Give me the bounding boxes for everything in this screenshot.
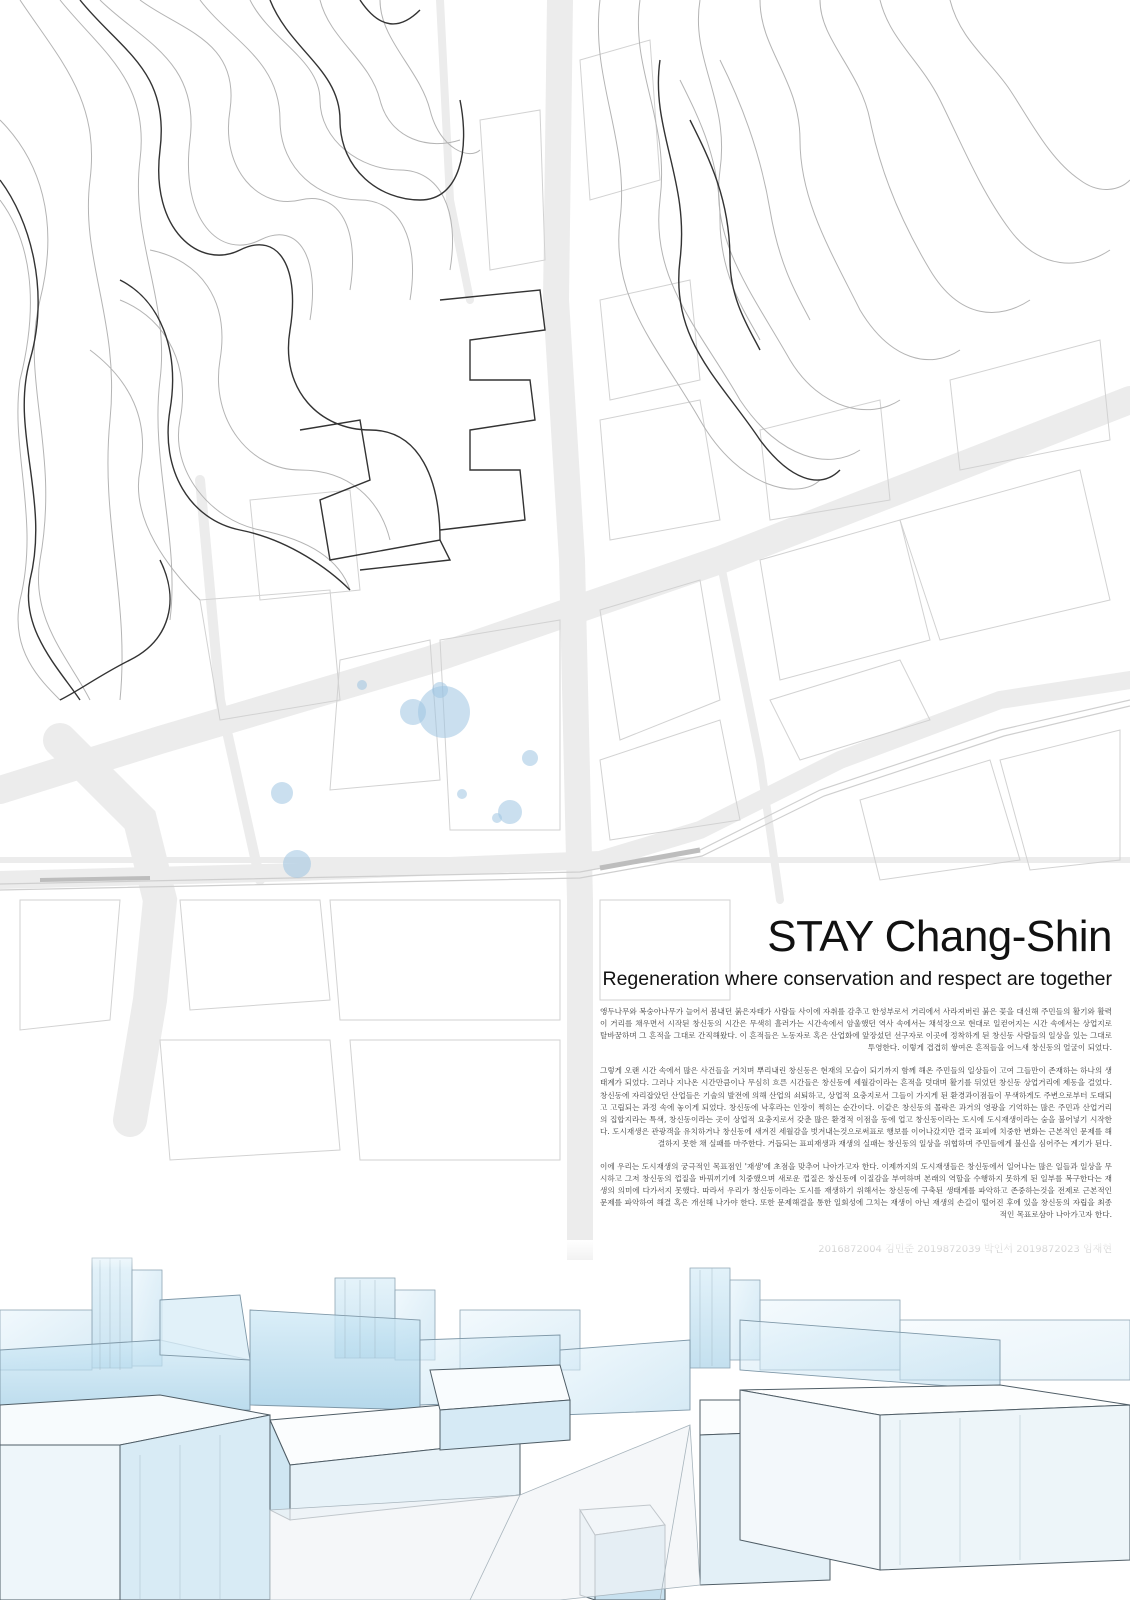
contour-lines-dark <box>0 0 840 700</box>
body-paragraph-2: 그렇게 오랜 시간 속에서 많은 사건들을 거치며 뿌리내린 창신동은 현재의 모습이 되기까지 함께 해온 주민들의 일상들이 고여 그들만이 존재하는 하나의 생태계가 되었다. 그러나 지나온 시간만큼이나 무심히 흐른 시간들은 창신동에 세월감이라는 흔적을 덧대며 활기를 뒤었던 창신동 상업거리에 제동을 걸었다. 창신동에 자리잡았던 산업들은 기술의 발전에 의해 산업의 쇠퇴하고, 상업적 요충지로서 그들이 가지게 된 환경과이점들이 무색하게도 주변으로부터 도태되고 고립되는 과정 속에 놓이게 되었다. 창신동에 낙후라는 인장이 찍히는 순간이다. 이같은 창신동의 몰락은 과거의 영광을 기억하는 많은 주민과 산업거리의 집합지라는 특색, 창신동이라는 곳이 상업적 요충지로서 갖춘 많은 환경적 이점을 동에 업고 창신동이라는 도시에 도시재생이라는 숨을 불어넣기 시작한다. 도시재생은 관광객을 유치하거나 창신동에 새겨진 세월감을 벗겨내는것으로써표로 행보를 이어나갔지만 결국 표피에 치중한 변화는 근본적인 문제를 해결하지 못한 채 실패를 마주한다. 거듭되는 표피재생과 재생의 실패는 창신동의 일상을 위협하며 주민들에게 불신을 심어주는 계기가 된다. <box>600 1066 1112 1148</box>
poster-subtitle: Regeneration where conservation and respect are together <box>602 968 1112 990</box>
poster-title: STAY Chang-Shin <box>767 912 1112 961</box>
body-paragraph-1: 앵두나무와 복숭아나무가 늘어서 봄내던 붉은자태가 사람들 사이에 자취를 감추고 한성부로서 거리에서 사라져버린 붉은 꽃을 대신해 주민들의 활기와 활력이 거리를 채우면서 시작된 창신동의 시간은 무색히 흘러가는 시간속에서 암울했던 역사 속에서는 채석장으로 현대로 일컫어지는 시간 속에서는 상업지로 탈바꿈하며 그 흔적을 그대로 간직해왔다. 이 흔적들은 노동자로 혹은 산업화에 앞장섰던 선구자로 이곳에 정착하게 된 창신동 사람들의 일상을 있는 그대로 투영한다. 이렇게 겹겹히 쌓여온 흔적들을 어느새 창신동의 얼굴이 되었다. <box>600 1007 1112 1053</box>
body-paragraph-3: 이에 우리는 도시재생의 궁극적인 목표점인 '재생'에 초점을 맞추어 나아가고자 한다. 이제까지의 도시재생들은 창신동에서 일어나는 많은 일들과 일상을 무시하고 그저 창신동의 껍질을 바꿔끼기에 치중했으며 새로운 껍질은 창신동에 이질감을 부여하며 본래의 역할을 수행하지 못하게 된 일부를 복구한다는 재생의 의미에 다가서지 못했다. 따라서 우리가 창신동이라는 도시를 재생하기 위해서는 창신동에 구축된 생태계를 파악하고 존중하는것을 전제로 근본적인 문제를 파악하여 해결 혹은 개선해 나가야 한다. 또한 문제해결을 통한 일회성에 그치는 재생이 아닌 재생의 손길이 떨어진 후에 있을 창신동의 자립을 최종적인 목표로삼아 나아가고자 한다. <box>600 1162 1112 1220</box>
body-text-block <box>600 1006 1112 1233</box>
building-perspective-illustration <box>0 1240 1130 1600</box>
